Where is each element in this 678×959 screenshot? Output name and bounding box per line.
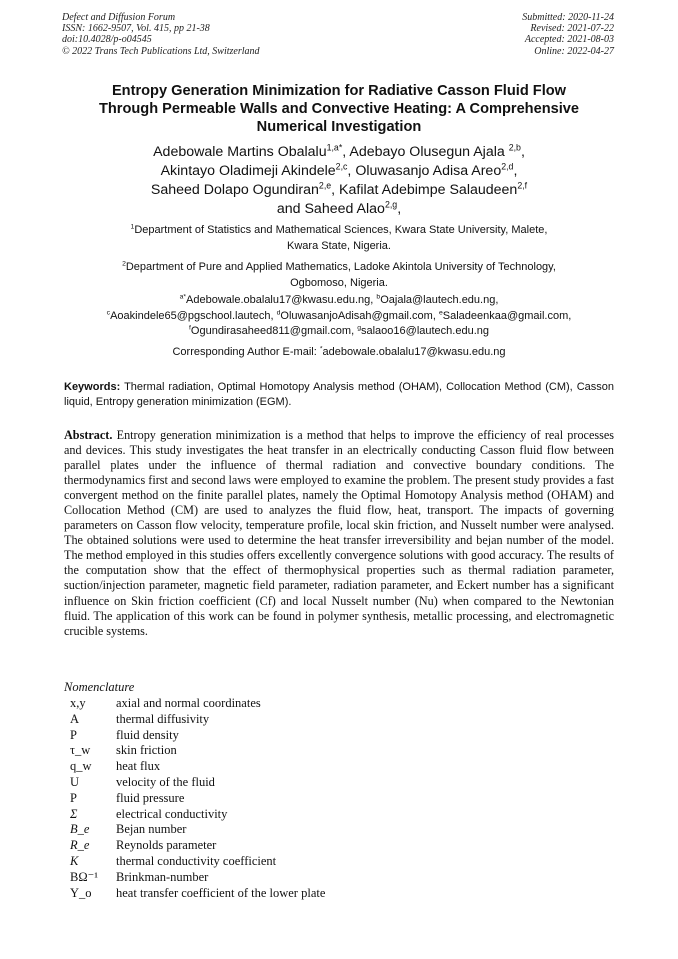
title-line: Numerical Investigation — [256, 119, 422, 135]
author-name: Akintayo Oladimeji Akindele — [160, 163, 336, 179]
author-list — [40, 143, 638, 219]
nomenclature-symbol: P — [70, 790, 77, 805]
nomenclature-description: Brinkman-number — [116, 869, 209, 884]
nomenclature-row — [70, 775, 325, 791]
nomenclature-description: fluid pressure — [116, 790, 185, 805]
nomenclature-row — [70, 743, 325, 759]
author-name: and Saheed Alao — [276, 201, 385, 217]
email-link[interactable]: Aoakindele65@pgschool.lautech — [110, 309, 271, 322]
nomenclature-description: skin friction — [116, 743, 177, 758]
author-line: Adebowale Martins Obalalu$^{1,a*}$, Adebayo Olusegun Ajala $^{2,b}$, — [153, 142, 525, 160]
email-mark: c — [106, 308, 111, 316]
journal-header-left — [62, 12, 260, 57]
email-mark: e — [438, 308, 443, 316]
nomenclature-row — [70, 712, 325, 728]
nomenclature-description: Bejan number — [116, 822, 187, 837]
journal-name: Defect and Diffusion Forum — [62, 12, 176, 23]
issn-line: ISSN: 1662-9507, Vol. 415, pp 21-38 — [62, 23, 210, 35]
corresponding-mark: * — [319, 345, 323, 353]
affiliation-2 — [60, 260, 618, 291]
nomenclature-description: velocity of the fluid — [116, 774, 215, 789]
keywords-text: Thermal radiation, Optimal Homotopy Analysis method (OHAM), Collocation Method (CM), Casson liquid, Entropy generation minimization (EGM). — [64, 381, 615, 408]
keywords-label: Keywords: — [64, 381, 121, 393]
title-line: Entropy Generation Minimization for Radiative Casson Fluid Flow — [111, 83, 567, 99]
email-link[interactable]: salaoo16@lautech.edu.ng — [361, 325, 489, 337]
journal-header-right — [522, 12, 614, 57]
affiliation-number: 1 — [130, 223, 135, 231]
nomenclature-row — [70, 807, 325, 823]
nomenclature-row — [70, 838, 325, 854]
email-mark: d — [276, 308, 281, 316]
revised-date: Revised: 2021-07-22 — [530, 23, 614, 35]
nomenclature-symbol: Σ — [70, 806, 78, 821]
online-date: Online: 2022-04-27 — [534, 45, 614, 57]
abstract-section — [64, 428, 614, 639]
email-mark: g — [357, 324, 361, 332]
author-line: Akintayo Oladimeji Akindele$^{2,c}$, Oluwasanjo Adisa Areo$^{2,d}$, — [160, 161, 518, 179]
email-line: $^{a*}$Adebowale.obalalu17@kwasu.edu.ng, $^b$Oajala@lautech.edu.ng, — [179, 293, 499, 306]
nomenclature-symbol: K — [70, 853, 79, 868]
accepted-date: Accepted: 2021-08-03 — [524, 34, 614, 46]
nomenclature-description: thermal conductivity coefficient — [116, 853, 277, 868]
nomenclature-description: axial and normal coordinates — [116, 696, 261, 710]
nomenclature-symbol: R_e — [70, 838, 90, 853]
nomenclature-symbol: τ_w — [70, 743, 91, 758]
nomenclature-symbol: U — [70, 774, 80, 789]
email-link[interactable]: Saladeenkaa@gmail.com — [442, 309, 569, 322]
author-affiliation-mark: 1,a* — [326, 142, 343, 153]
nomenclature-symbol: Y_o — [70, 885, 92, 900]
corresponding-author — [40, 345, 638, 360]
author-affiliation-mark: 2,b — [508, 142, 521, 153]
doi-line: doi:10.4028/p-o04545 — [62, 34, 152, 46]
nomenclature-row — [70, 854, 325, 870]
nomenclature-heading: Nomenclature — [64, 680, 135, 694]
paper-title — [40, 82, 638, 136]
keywords-section — [64, 380, 614, 410]
nomenclature-description: fluid density — [116, 727, 179, 742]
nomenclature-description: thermal diffusivity — [116, 711, 210, 726]
nomenclature-symbol: q_w — [70, 759, 92, 774]
nomenclature-description: electrical conductivity — [116, 806, 228, 821]
submitted-date: Submitted: 2020-11-24 — [522, 12, 614, 23]
corresponding-label: Corresponding Author E-mail: — [172, 346, 317, 358]
affiliation-1 — [60, 223, 618, 254]
affiliation-text: Ogbomoso, Nigeria. — [290, 276, 388, 289]
author-line: Saheed Dolapo Ogundiran$^{2,e}$, Kafilat Adebimpe Salaudeen$^{2,f}$ — [150, 180, 528, 198]
author-name: Oluwasanjo Adisa Areo — [355, 163, 502, 179]
author-affiliation-mark: 2,d — [501, 161, 514, 172]
email-link[interactable]: Adebowale.obalalu17@kwasu.edu.ng — [186, 294, 371, 306]
author-emails — [30, 293, 648, 340]
affiliation-text: Kwara State, Nigeria. — [287, 239, 391, 252]
copyright-line: © 2022 Trans Tech Publications Ltd, Switzerland — [62, 45, 260, 57]
author-affiliation-mark: 2,e — [318, 180, 332, 191]
email-link[interactable]: Ogundirasaheed811@gmail.com — [190, 325, 352, 337]
author-affiliation-mark: 2,c — [335, 161, 348, 172]
nomenclature-symbol: Α — [70, 711, 80, 726]
nomenclature-symbol: B_e — [70, 822, 90, 837]
author-name: Adebowale Martins Obalalu — [153, 144, 327, 160]
affiliation-number: 2 — [122, 260, 126, 268]
email-mark: a* — [179, 293, 187, 301]
nomenclature-row — [70, 886, 325, 902]
nomenclature-description: Reynolds parameter — [116, 838, 217, 853]
email-line: $^c$Aoakindele65@pgschool.lautech, $^d$OluwasanjoAdisah@gmail.com, $^e$Saladeenkaa@gmail.com, — [106, 308, 572, 322]
email-link[interactable]: OluwasanjoAdisah@gmail.com — [280, 309, 433, 322]
abstract-text: Entropy generation minimization is a method that helps to improve the efficiency of real processes and devices. This study investigates the heat transfer in an electrically conducting Casson fluid flow between parallel plates under the influence of thermal radiation and convective boundary conditions. The thermodynamics first and second laws were employed to examine the problem. The present study provides a fast convergent method on the finite parallel plates, namely the Optimal Homotopy Analysis method (OHAM) and Collocation Method (CM) are used to analyzes the fluid flow, heat, transport. The impacts of governing parameters on Casson flow velocity, temperature profile, local skin friction, and Nusselt number were analysed. The obtained solutions were used to determine the heat transfer irreversibility and bejan number of the model. The method employed in this studies offers excellently convergence solutions with good accuracy. The results of the computation show that the effect of thermophysical properties such as thermal radiation parameter, suction/injection parameter, magnetic field parameter, radiation parameter, and Eckert number has a significant influence on Skin friction coefficient (Cf) and local Nusselt number (Nu) when compared to the Newtonian fluid. The application of this work can be found in polymer synthesis, metallic processing, and electromagnetic crucible systems. — [64, 428, 614, 638]
email-mark: b — [376, 293, 381, 301]
author-name: Saheed Dolapo Ogundiran — [150, 182, 319, 198]
author-name: Kafilat Adebimpe Salaudeen — [339, 182, 518, 198]
email-link[interactable]: Oajala@lautech.edu.ng — [380, 294, 496, 306]
author-line: and Saheed Alao$^{2,g}$, — [276, 199, 402, 217]
nomenclature-row — [70, 791, 325, 807]
author-affiliation-mark: 2,g — [384, 199, 398, 210]
abstract-label: Abstract. — [64, 428, 113, 442]
author-affiliation-mark: 2,f — [517, 180, 528, 191]
nomenclature-row — [70, 822, 325, 838]
email-mark: f — [189, 324, 191, 332]
nomenclature-symbol: BΩ⁻¹ — [70, 869, 98, 884]
nomenclature-description: heat flux — [116, 759, 161, 774]
corresponding-email[interactable]: adebowale.obalalu17@kwasu.edu.ng — [322, 346, 506, 358]
nomenclature-description: heat transfer coefficient of the lower plate — [116, 885, 326, 900]
nomenclature-row — [70, 696, 325, 712]
affiliation-text: Department of Statistics and Mathematical Sciences, Kwara State University, Malete, — [134, 224, 548, 236]
nomenclature-symbol: x,y — [70, 696, 86, 710]
nomenclature-symbol: Ρ — [70, 727, 77, 742]
nomenclature-row — [70, 870, 325, 886]
email-line: $^f$Ogundirasaheed811@gmail.com, $^g$salaoo16@lautech.edu.ng — [189, 324, 489, 337]
affiliation-text: Department of Pure and Applied Mathematics, Ladoke Akintola University of Technology, — [125, 261, 556, 273]
nomenclature-row — [70, 759, 325, 775]
title-line: Through Permeable Walls and Convective Heating: A Comprehensive — [98, 101, 580, 117]
author-name: Adebayo Olusegun Ajala — [349, 144, 505, 160]
nomenclature-list — [70, 696, 325, 901]
nomenclature-row — [70, 728, 325, 744]
